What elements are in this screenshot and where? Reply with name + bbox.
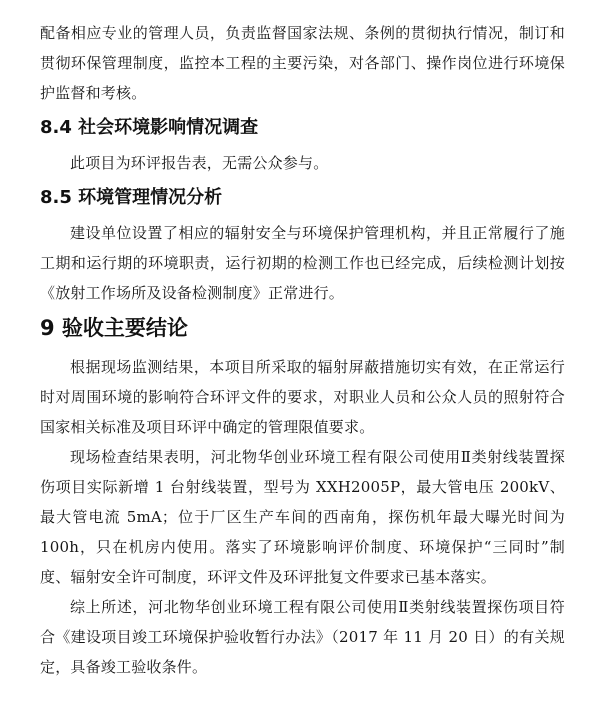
section-heading-8-5: 8.5 环境管理情况分析 (40, 187, 223, 208)
paragraph-monitoring-results: 根据现场监测结果，本项目所采取的辐射屏蔽措施切实有效，在正常运行时对周围环境的影响符合环评文件的要求，对职业人员和公众人员的照射符合国家相关标准及项目环评中确定的管理限值要求。 (40, 358, 565, 436)
section-heading-8-4: 8.4 社会环境影响情况调查 (40, 117, 259, 138)
paragraph-site-inspection-results: 现场检查结果表明，河北物华创业环境工程有限公司使用Ⅱ类射线装置探伤项目实际新增 1 台射线装置，型号为 XXH2005P，最大管电压 200kV、最大管电流 5mA；位于厂区生产车间的西南角，探伤机年最大曝光时间为 100h，只在机房内使用。落实了环境影响评价制度、环境保护“三同时”制度、辐射安全许可制度，环评文件及环评批复文件要求已基本落实。 (40, 448, 565, 586)
paragraph-public-participation: 此项目为环评报告表，无需公众参与。 (70, 154, 329, 172)
paragraph-environmental-management-duties: 配备相应专业的管理人员，负责监督国家法规、条例的贯彻执行情况，制订和贯彻环保管理制度，监控本工程的主要污染，对各部门、操作岗位进行环境保护监督和考核。 (40, 24, 565, 102)
paragraph-management-organization: 建设单位设置了相应的辐射安全与环境保护管理机构，并且正常履行了施工期和运行期的环境职责，运行初期的检测工作也已经完成，后续检测计划按《放射工作场所及设备检测制度》正常进行。 (40, 224, 565, 302)
section-heading-9: 9 验收主要结论 (40, 316, 188, 340)
paragraph-conclusion: 综上所述，河北物华创业环境工程有限公司使用Ⅱ类射线装置探伤项目符合《建设项目竣工环境保护验收暂行办法》（2017 年 11 月 20 日）的有关规定，具备竣工验收条件。 (40, 598, 565, 676)
